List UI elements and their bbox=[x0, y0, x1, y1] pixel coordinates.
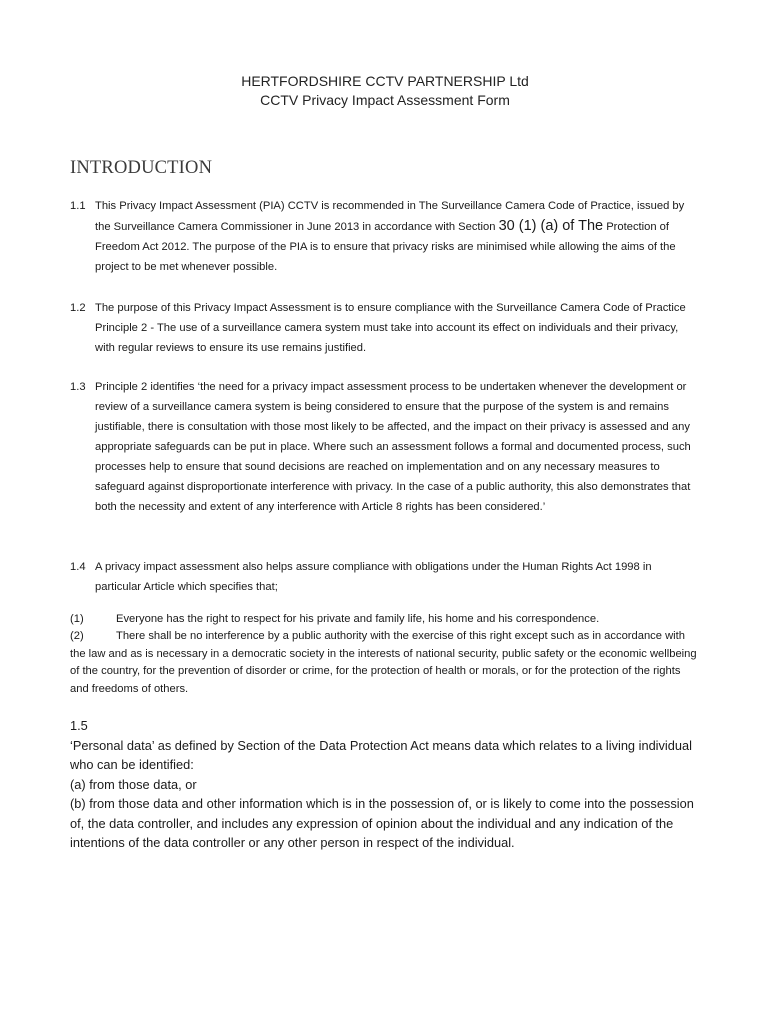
list-item: (b) from those data and other information which is in the possession of, or is likely to come into the possession of, the data controller, and includes any expression of opinion about the individual and any indication of the intentions of the data controller or any other person in respect of the individual. bbox=[70, 796, 694, 850]
paragraph-1-3 bbox=[70, 377, 700, 517]
paragraph-1-5 bbox=[70, 716, 702, 853]
paragraph-text bbox=[95, 196, 700, 277]
paragraph-text bbox=[70, 716, 702, 775]
paragraph-text: Principle 2 identifies ‘the need for a privacy impact assessment process to be undertaken whenever the development or review of a surveillance camera system is being considered to ensure that the purpose of the system is and remains justifiable, there is consultation with those most likely to be affected, and the impact on their privacy is assessed and any appropriate safeguards can be put in place. Where such an assessment follows a formal and documented process, such processes help to ensure that sound decisions are reached on implementation and on any necessary measures to safeguard against disproportionate interference with privacy. In the case of a public authority, this also demonstrates that both the necessity and extent of any interference with Article 8 rights has been considered.’ bbox=[95, 381, 691, 513]
paragraph-1-1 bbox=[70, 196, 700, 277]
article-clause bbox=[70, 611, 702, 628]
paragraph-text: The purpose of this Privacy Impact Assessment is to ensure compliance with the Surveillance Camera Code of Practice Principle 2 - The use of a surveillance camera system must take into account its effect on individuals and their privacy, with regular reviews to ensure its use remains justified. bbox=[95, 302, 686, 354]
clause-number: (2) bbox=[70, 630, 84, 643]
paragraph-number: 1.3 bbox=[70, 381, 86, 393]
list-item: (a) from those data, or bbox=[70, 776, 197, 792]
paragraph-1-4 bbox=[70, 557, 700, 597]
paragraph-text-part: Protection of Freedom Act 2012. The purpose of the PIA is to ensure that privacy risks are minimised while allowing the aims of the project to be met whenever possible. bbox=[95, 221, 676, 273]
clause-number: (1) bbox=[70, 613, 84, 625]
article-8-quote bbox=[70, 611, 702, 698]
paragraph-text: A privacy impact assessment also helps assure compliance with obligations under the Human Rights Act 1998 in particular Article which specifies that; bbox=[95, 561, 652, 593]
document-header bbox=[0, 72, 770, 110]
paragraph-number: 1.4 bbox=[70, 561, 86, 573]
section-title-introduction: INTRODUCTION bbox=[70, 158, 213, 178]
clause-text: Everyone has the right to respect for his private and family life, his home and his correspondence. bbox=[116, 613, 600, 625]
form-title: CCTV Privacy Impact Assessment Form bbox=[260, 92, 510, 108]
paragraph-number: 1.2 bbox=[70, 302, 86, 314]
section-reference: 30 (1) (a) of The bbox=[498, 218, 604, 234]
paragraph-1-2 bbox=[70, 298, 700, 358]
article-clause bbox=[70, 628, 702, 698]
paragraph-number: 1.1 bbox=[70, 200, 86, 212]
paragraph-number: 1.5 bbox=[70, 718, 88, 733]
clause-text: There shall be no interference by a public authority with the exercise of this right except such as in accordance with the law and as is necessary in a democratic society in the interests of national security, public safety or the economic wellbeing of the country, for the prevention of disorder or crime, for the protection of health or morals, or for the protection of the rights and freedoms of others. bbox=[70, 630, 697, 695]
paragraph-text-part: This Privacy Impact Assessment (PIA) CCTV is recommended in The Surveillance Camera Code of Practice, issued by the Surveillance Camera Commissioner in June 2013 in accordance with Section bbox=[95, 200, 685, 233]
definition-text: ‘Personal data’ as defined by Section of the Data Protection Act means data which relates to a living individual who can be identified: bbox=[70, 737, 692, 772]
organisation-name: HERTFORDSHIRE CCTV PARTNERSHIP Ltd bbox=[241, 73, 529, 89]
